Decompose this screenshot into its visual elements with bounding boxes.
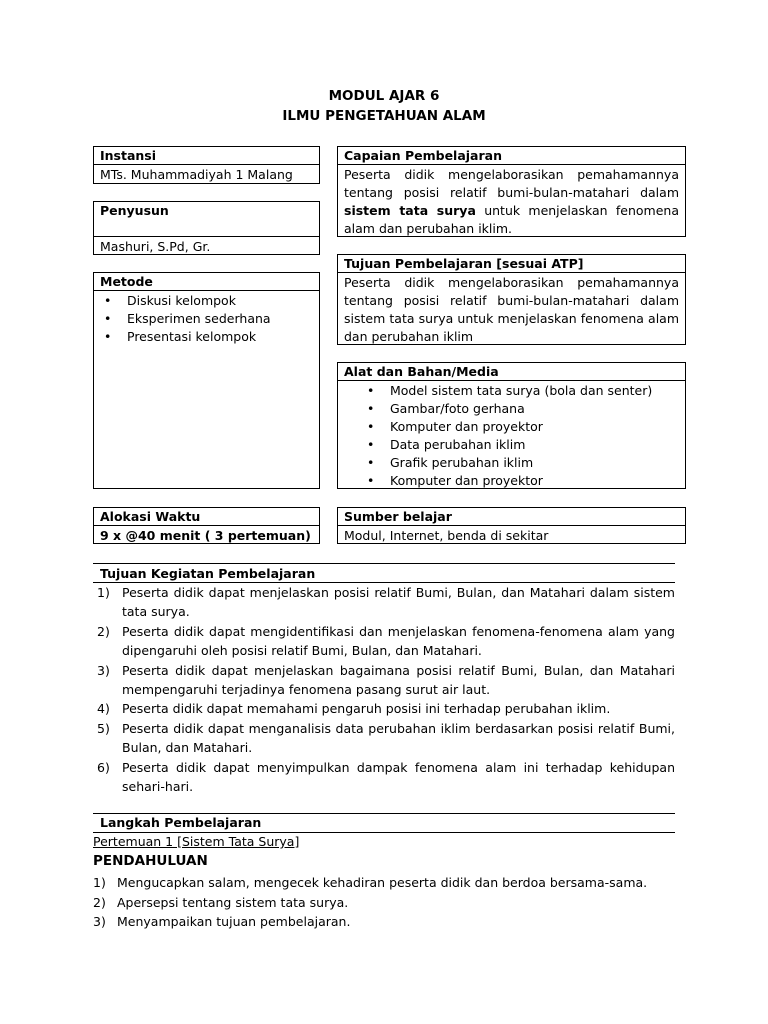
tujuan-kegiatan-list — [93, 583, 675, 796]
list-item: • Grafik perubahan iklim — [390, 454, 685, 472]
list-text: Peserta didik dapat mengidentifikasi dan menjelaskan fenomena-fenomena alam yang dipengaruhi oleh posisi relatif Bumi, Bulan, dan Matahari. — [122, 623, 675, 659]
tujuan-atp-label: Tujuan Pembelajaran [sesuai ATP] — [338, 255, 685, 273]
list-item — [93, 893, 675, 913]
penyusun-label: Penyusun — [94, 202, 319, 237]
metode-label: Metode — [94, 273, 319, 291]
list-item: • Diskusi kelompok — [127, 292, 319, 310]
langkah-label: Langkah Pembelajaran — [100, 815, 262, 830]
instansi-label: Instansi — [94, 147, 319, 165]
penyusun-box — [93, 201, 320, 255]
list-item — [93, 873, 675, 893]
list-number: 2) — [93, 894, 106, 910]
alat-list — [338, 382, 685, 490]
sumber-box — [337, 507, 686, 544]
divider — [93, 832, 675, 833]
tujuan-atp-box — [337, 254, 686, 345]
list-item: • Model sistem tata surya (bola dan senter) — [390, 382, 685, 400]
sumber-label: Sumber belajar — [338, 508, 685, 526]
capaian-text-part: Peserta didik mengelaborasikan pemahamannya tentang posisi relatif bumi-bulan-matahari dalam — [344, 167, 679, 200]
list-number: 6) — [97, 759, 110, 775]
sumber-value: Modul, Internet, benda di sekitar — [344, 528, 549, 543]
list-item: • Gambar/foto gerhana — [390, 400, 685, 418]
instansi-value: MTs. Muhammadiyah 1 Malang — [100, 167, 293, 182]
list-item: • Presentasi kelompok — [127, 328, 319, 346]
list-item: • Data perubahan iklim — [390, 436, 685, 454]
list-text: Peserta didik dapat menyimpulkan dampak fenomena alam ini terhadap kehidupan sehari-hari. — [122, 759, 675, 795]
list-number: 3) — [97, 662, 110, 678]
pendahuluan-heading: PENDAHULUAN — [93, 853, 208, 869]
capaian-text — [338, 165, 685, 239]
document-subtitle: ILMU PENGETAHUAN ALAM — [282, 108, 486, 124]
divider — [93, 813, 675, 814]
pendahuluan-list — [93, 873, 675, 932]
alokasi-label: Alokasi Waktu — [94, 508, 319, 526]
tujuan-kegiatan-label: Tujuan Kegiatan Pembelajaran — [100, 566, 316, 581]
list-item — [93, 758, 675, 797]
alokasi-value: 9 x @40 menit ( 3 pertemuan) — [100, 528, 311, 543]
alat-label: Alat dan Bahan/Media — [338, 363, 685, 381]
list-text: Mengucapkan salam, mengecek kehadiran peserta didik dan berdoa bersama-sama. — [117, 875, 648, 890]
list-number: 1) — [97, 585, 110, 600]
divider — [93, 563, 675, 564]
capaian-text-bold: sistem tata surya — [344, 203, 476, 218]
capaian-box — [337, 146, 686, 237]
instansi-box — [93, 146, 320, 184]
list-number: 1) — [93, 875, 106, 890]
list-text: Menyampaikan tujuan pembelajaran. — [117, 914, 351, 929]
metode-box — [93, 272, 320, 489]
list-item — [93, 719, 675, 758]
list-item — [93, 622, 675, 661]
tujuan-atp-text: Peserta didik mengelaborasikan pemahamannya tentang posisi relatif bumi-bulan-matahari dalam sistem tata surya untuk menjelaskan fenomena alam dan perubahan iklim — [344, 275, 679, 344]
list-text: Apersepsi tentang sistem tata surya. — [117, 894, 349, 910]
list-item — [93, 661, 675, 700]
list-item — [93, 912, 675, 932]
list-number: 2) — [97, 623, 110, 639]
list-item: • Eksperimen sederhana — [127, 310, 319, 328]
list-text: Peserta didik dapat menjelaskan bagaimana posisi relatif Bumi, Bulan, dan Matahari mempengaruhi terjadinya fenomena pasang surut air laut. — [122, 662, 675, 698]
list-item: • Komputer dan proyektor — [390, 472, 685, 490]
capaian-label: Capaian Pembelajaran — [338, 147, 685, 165]
list-item: • Komputer dan proyektor — [390, 418, 685, 436]
alokasi-box — [93, 507, 320, 544]
list-item — [93, 583, 675, 622]
list-text: Peserta didik dapat menjelaskan posisi relatif Bumi, Bulan, dan Matahari dalam sistem tata surya. — [122, 585, 675, 620]
alat-box — [337, 362, 686, 489]
document-title: MODUL AJAR 6 — [328, 88, 440, 104]
penyusun-value: Mashuri, S.Pd, Gr. — [100, 239, 211, 254]
list-text: Peserta didik dapat memahami pengaruh posisi ini terhadap perubahan iklim. — [122, 701, 611, 717]
metode-list — [94, 292, 319, 346]
list-number: 4) — [97, 701, 110, 717]
pertemuan-heading: Pertemuan 1 [Sistem Tata Surya] — [93, 834, 300, 849]
list-number: 5) — [97, 720, 110, 736]
list-number: 3) — [93, 914, 106, 929]
list-item — [93, 699, 675, 718]
capaian-text-part: untuk menjelaskan fenomena alam dan perubahan iklim. — [344, 203, 679, 236]
list-text: Peserta didik dapat menganalisis data perubahan iklim berdasarkan posisi relatif Bumi, Bulan, dan Matahari. — [122, 720, 675, 756]
